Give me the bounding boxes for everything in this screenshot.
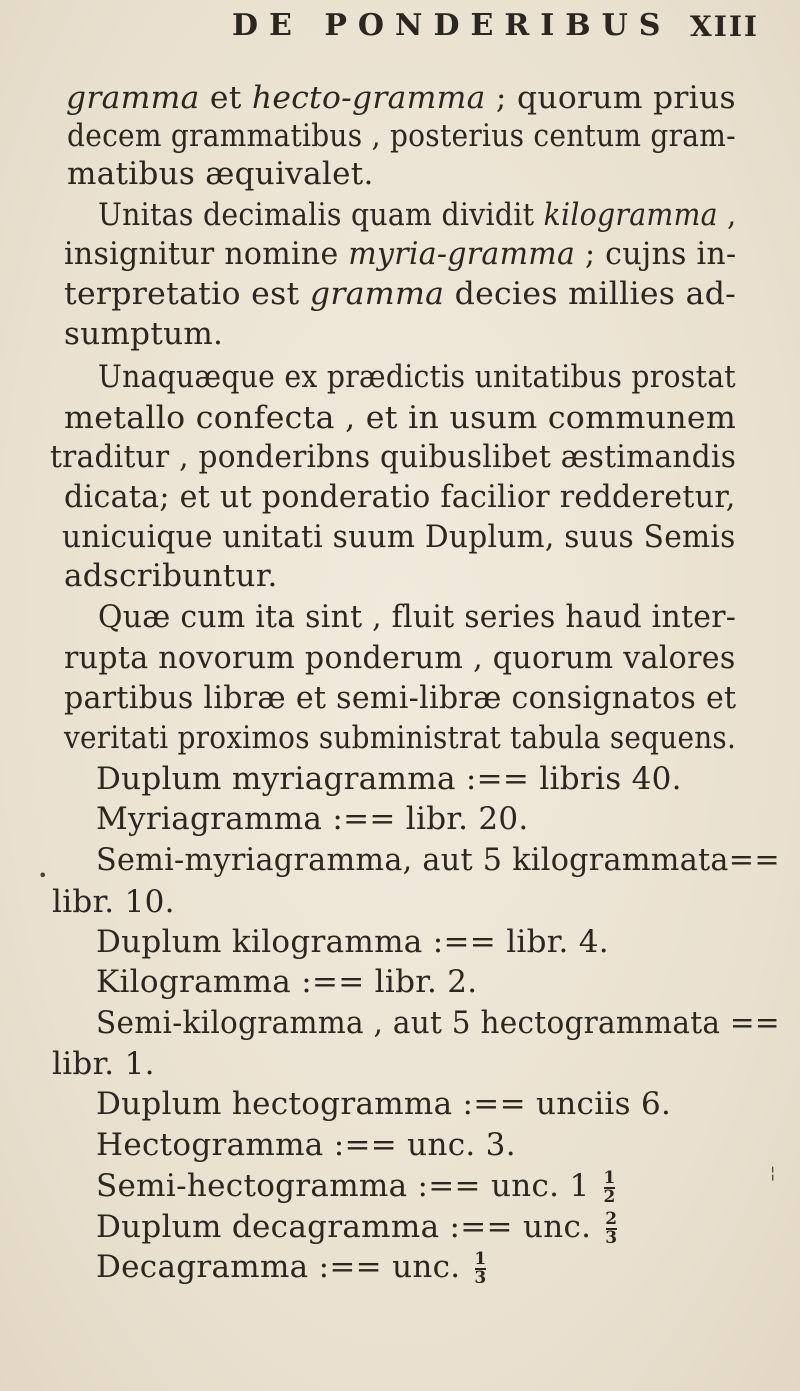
text-run: veritati proximos subministrat tabula sequens. — [64, 720, 737, 756]
text-run: unicuique unitati suum Duplum, suus Semis — [62, 519, 736, 555]
text-line — [98, 599, 736, 635]
table-row-text: libr. 10. — [52, 884, 175, 920]
table-row-text: Semi-hectogramma :== unc. 1 — [96, 1168, 590, 1204]
text-run: ; cujns in- — [575, 236, 737, 272]
text-run: terpretatio est — [64, 276, 310, 312]
table-row — [96, 801, 529, 837]
fraction-numerator: 1 — [474, 1248, 487, 1269]
text-line — [64, 316, 223, 352]
fraction-denominator: 3 — [474, 1267, 487, 1288]
table-row — [96, 924, 609, 960]
text-run: myria-gramma — [348, 236, 576, 272]
text-run: adscribuntur. — [64, 558, 278, 594]
text-line — [67, 118, 736, 154]
page-number: XIII — [690, 10, 760, 43]
text-line — [66, 80, 736, 116]
text-line — [62, 519, 736, 555]
text-run: et — [199, 80, 252, 116]
text-line — [50, 439, 736, 475]
text-run: metallo confecta , et in usum communem — [64, 400, 737, 436]
text-run: Unitas decimalis quam dividit — [98, 197, 544, 233]
table-row — [96, 1209, 617, 1246]
fraction — [474, 1248, 487, 1288]
table-row — [96, 1005, 780, 1041]
text-run: hecto-gramma — [251, 80, 486, 116]
table-row — [96, 1127, 516, 1163]
text-line — [67, 156, 374, 192]
table-row — [52, 884, 175, 920]
table-row-text: Hectogramma :== unc. 3. — [96, 1127, 516, 1163]
margin-mark: ¦ — [770, 1163, 776, 1182]
table-row-text: Duplum decagramma :== unc. — [96, 1209, 592, 1245]
text-run: matibus æquivalet. — [67, 156, 374, 192]
text-run: decies millies ad- — [444, 276, 737, 312]
text-run: Quæ cum ita sint , fluit series haud inter- — [98, 599, 737, 635]
text-run: rupta novorum ponderum , quorum valores — [64, 640, 736, 676]
fraction-numerator: 2 — [605, 1208, 618, 1229]
table-row — [52, 1046, 155, 1082]
table-row-text: Semi-kilogramma , aut 5 hectogrammata == — [96, 1005, 780, 1041]
text-line — [64, 640, 736, 676]
running-title: DE PONDERIBUS — [232, 8, 672, 43]
text-line — [98, 359, 736, 395]
text-line — [64, 236, 736, 272]
text-line — [64, 558, 278, 594]
table-row-text: Duplum hectogramma :== unciis 6. — [96, 1086, 672, 1122]
table-row-text: Myriagramma :== libr. 20. — [96, 801, 529, 837]
text-line — [64, 276, 736, 312]
text-run: decem grammatibus , posterius centum gram- — [67, 118, 736, 154]
text-run: insignitur nomine — [64, 236, 349, 272]
text-line — [64, 680, 736, 716]
text-run: gramma — [309, 276, 445, 312]
margin-mark: • — [38, 866, 48, 885]
fraction — [603, 1167, 616, 1207]
text-run: ; quorum prius — [485, 80, 736, 116]
table-row — [96, 964, 477, 1000]
text-run: gramma — [66, 80, 200, 116]
table-row-text: Kilogramma :== libr. 2. — [96, 964, 478, 1000]
fraction-denominator: 3 — [605, 1227, 618, 1248]
text-line — [64, 400, 736, 436]
table-row-text: libr. 1. — [52, 1046, 155, 1082]
text-run: partibus libræ et semi-libræ consignatos et — [64, 680, 737, 716]
text-run: sumptum. — [64, 316, 224, 352]
text-line — [98, 197, 736, 233]
table-row — [96, 1086, 671, 1122]
table-row-text: Semi-myriagramma, aut 5 kilogrammata== — [96, 842, 780, 878]
text-run: traditur , ponderibns quibuslibet æstimandis — [50, 439, 737, 475]
table-row — [96, 842, 780, 878]
text-run: dicata; et ut ponderatio facilior redderetur, — [64, 479, 736, 515]
fraction-numerator: 1 — [603, 1167, 616, 1188]
fraction-denominator: 2 — [603, 1186, 616, 1207]
table-row — [96, 761, 682, 797]
text-line — [64, 720, 736, 756]
table-row-text: Duplum kilogramma :== libr. 4. — [96, 924, 609, 960]
table-row-text: Duplum myriagramma :== libris 40. — [96, 761, 682, 797]
table-row-text: Decagramma :== unc. — [96, 1249, 461, 1285]
fraction — [605, 1208, 618, 1248]
table-row — [96, 1249, 487, 1286]
table-row — [96, 1168, 616, 1205]
text-run: , — [717, 197, 737, 233]
text-run: kilogramma — [543, 197, 718, 233]
text-line — [64, 479, 736, 515]
text-run: Unaquæque ex prædictis unitatibus prostat — [98, 359, 736, 395]
